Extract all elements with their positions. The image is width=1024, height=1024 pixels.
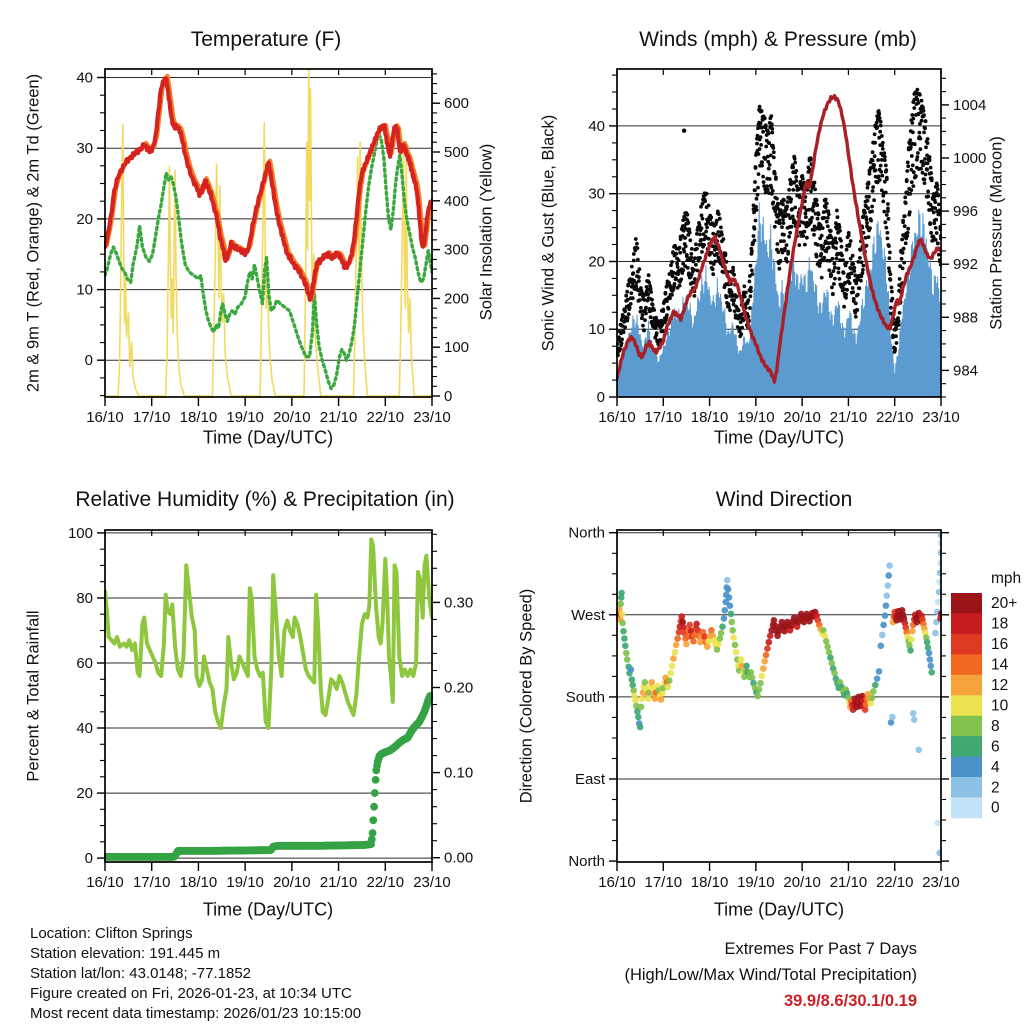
solar-insolation-axis-label: Solar Insolation (Yellow) <box>477 143 496 321</box>
svg-text:600: 600 <box>444 95 470 113</box>
temperature-x-axis-label: Time (Day/UTC) <box>202 427 334 448</box>
station-location: Location: Clifton Springs <box>30 925 193 942</box>
svg-text:60: 60 <box>76 655 93 672</box>
svg-text:16/10: 16/10 <box>598 874 636 891</box>
temperature-left-axis-label: 2m & 9m T (Red, Orange) & 2m Td (Green) <box>24 73 43 393</box>
svg-text:40: 40 <box>588 117 605 135</box>
svg-text:North: North <box>568 853 605 871</box>
svg-text:20+: 20+ <box>991 595 1018 613</box>
colorbar-units-label: mph <box>991 570 1022 587</box>
figure-created: Figure created on Fri, 2026-01-23, at 10:34 UTC <box>30 985 352 1002</box>
svg-text:20/10: 20/10 <box>783 874 821 891</box>
station-info-block <box>30 924 361 1024</box>
svg-text:8: 8 <box>991 717 1000 735</box>
svg-text:0.30: 0.30 <box>444 594 474 612</box>
svg-text:21/10: 21/10 <box>829 874 868 891</box>
svg-text:17/10: 17/10 <box>644 874 683 891</box>
svg-text:0: 0 <box>596 389 605 406</box>
svg-text:18/10: 18/10 <box>690 874 729 891</box>
svg-text:16: 16 <box>991 636 1009 654</box>
svg-text:10: 10 <box>76 281 93 299</box>
svg-text:992: 992 <box>953 256 979 274</box>
svg-text:20/10: 20/10 <box>273 874 311 891</box>
data-timestamp: Most recent data timestamp: 2026/01/23 10:15:00 <box>30 1005 362 1022</box>
svg-text:0: 0 <box>84 850 93 868</box>
svg-text:20: 20 <box>76 785 93 803</box>
svg-text:20: 20 <box>588 253 605 271</box>
wind-direction-chart-title: Wind Direction <box>715 488 853 511</box>
svg-text:19/10: 19/10 <box>226 874 264 891</box>
svg-text:18/10: 18/10 <box>179 409 218 426</box>
svg-text:23/10: 23/10 <box>413 409 451 426</box>
svg-text:22/10: 22/10 <box>875 409 914 426</box>
svg-text:21/10: 21/10 <box>829 409 868 426</box>
svg-text:0.00: 0.00 <box>444 849 474 867</box>
station-latlon: Station lat/lon: 43.0148; -77.1852 <box>30 965 252 982</box>
svg-text:19/10: 19/10 <box>737 874 775 891</box>
humidity-left-axis-label: Percent & Total Rainfall <box>24 610 43 782</box>
svg-text:80: 80 <box>76 590 93 607</box>
svg-text:East: East <box>574 771 605 788</box>
svg-text:17/10: 17/10 <box>644 409 683 426</box>
svg-text:18/10: 18/10 <box>690 409 729 426</box>
svg-text:21/10: 21/10 <box>319 874 358 891</box>
svg-text:16/10: 16/10 <box>86 409 124 426</box>
svg-text:20: 20 <box>76 210 93 228</box>
svg-text:20/10: 20/10 <box>273 409 311 426</box>
svg-text:1004: 1004 <box>953 96 987 114</box>
svg-text:South: South <box>565 688 605 706</box>
svg-text:West: West <box>571 606 605 624</box>
winds-pressure-chart-title: Winds (mph) & Pressure (mb) <box>639 28 917 51</box>
svg-text:19/10: 19/10 <box>226 409 264 426</box>
svg-text:18: 18 <box>991 615 1009 633</box>
svg-text:500: 500 <box>444 144 470 161</box>
extremes-block <box>417 936 917 1014</box>
svg-text:0.20: 0.20 <box>444 679 474 697</box>
svg-text:17/10: 17/10 <box>132 874 171 891</box>
svg-text:984: 984 <box>953 362 979 380</box>
svg-text:23/10: 23/10 <box>922 409 960 426</box>
svg-text:200: 200 <box>444 290 470 308</box>
svg-text:30: 30 <box>76 140 93 158</box>
svg-text:17/10: 17/10 <box>132 409 171 426</box>
svg-text:0: 0 <box>84 352 93 370</box>
direction-x-axis-label: Time (Day/UTC) <box>713 899 845 920</box>
svg-text:0: 0 <box>991 799 1000 817</box>
svg-text:6: 6 <box>991 738 1000 756</box>
svg-text:10: 10 <box>588 321 605 339</box>
svg-text:40: 40 <box>76 69 93 87</box>
svg-text:996: 996 <box>953 203 979 221</box>
wind-gust-axis-label: Sonic Wind & Gust (Blue, Black) <box>539 114 558 352</box>
svg-text:North: North <box>568 524 605 542</box>
extremes-title: Extremes For Past 7 Days <box>724 940 917 958</box>
svg-text:22/10: 22/10 <box>366 409 405 426</box>
humidity-x-axis-label: Time (Day/UTC) <box>202 899 334 920</box>
svg-text:0: 0 <box>444 388 453 405</box>
extremes-subtitle: (High/Low/Max Wind/Total Precipitation) <box>624 966 917 984</box>
svg-text:22/10: 22/10 <box>875 874 914 891</box>
winds-x-axis-label: Time (Day/UTC) <box>713 427 845 448</box>
svg-text:2: 2 <box>991 779 1000 797</box>
svg-text:23/10: 23/10 <box>922 874 960 891</box>
svg-text:100: 100 <box>67 524 93 542</box>
svg-text:14: 14 <box>991 656 1009 674</box>
svg-text:988: 988 <box>953 309 979 327</box>
station-elevation: Station elevation: 191.445 m <box>30 945 221 962</box>
pressure-axis-label: Station Pressure (Maroon) <box>987 136 1006 330</box>
svg-text:0.10: 0.10 <box>444 764 474 782</box>
svg-text:12: 12 <box>991 677 1009 694</box>
svg-text:1000: 1000 <box>953 150 987 167</box>
svg-text:20/10: 20/10 <box>783 409 821 426</box>
extremes-values: 39.9/8.6/30.1/0.19 <box>783 992 917 1010</box>
svg-text:23/10: 23/10 <box>413 874 451 891</box>
svg-text:100: 100 <box>444 339 470 357</box>
svg-text:300: 300 <box>444 241 470 259</box>
svg-text:22/10: 22/10 <box>366 874 405 891</box>
direction-axis-label: Direction (Colored By Speed) <box>517 588 536 804</box>
temperature-chart-title: Temperature (F) <box>190 28 342 51</box>
svg-text:400: 400 <box>444 192 470 210</box>
svg-text:10: 10 <box>991 697 1009 715</box>
svg-text:19/10: 19/10 <box>737 409 775 426</box>
humidity-precip-chart-title: Relative Humidity (%) & Precipitation (in) <box>75 488 455 511</box>
svg-text:18/10: 18/10 <box>179 874 218 891</box>
svg-text:16/10: 16/10 <box>86 874 124 891</box>
svg-text:16/10: 16/10 <box>598 409 636 426</box>
svg-text:21/10: 21/10 <box>319 409 358 426</box>
svg-text:30: 30 <box>588 185 605 203</box>
svg-text:40: 40 <box>76 720 93 737</box>
svg-text:4: 4 <box>991 758 1000 776</box>
